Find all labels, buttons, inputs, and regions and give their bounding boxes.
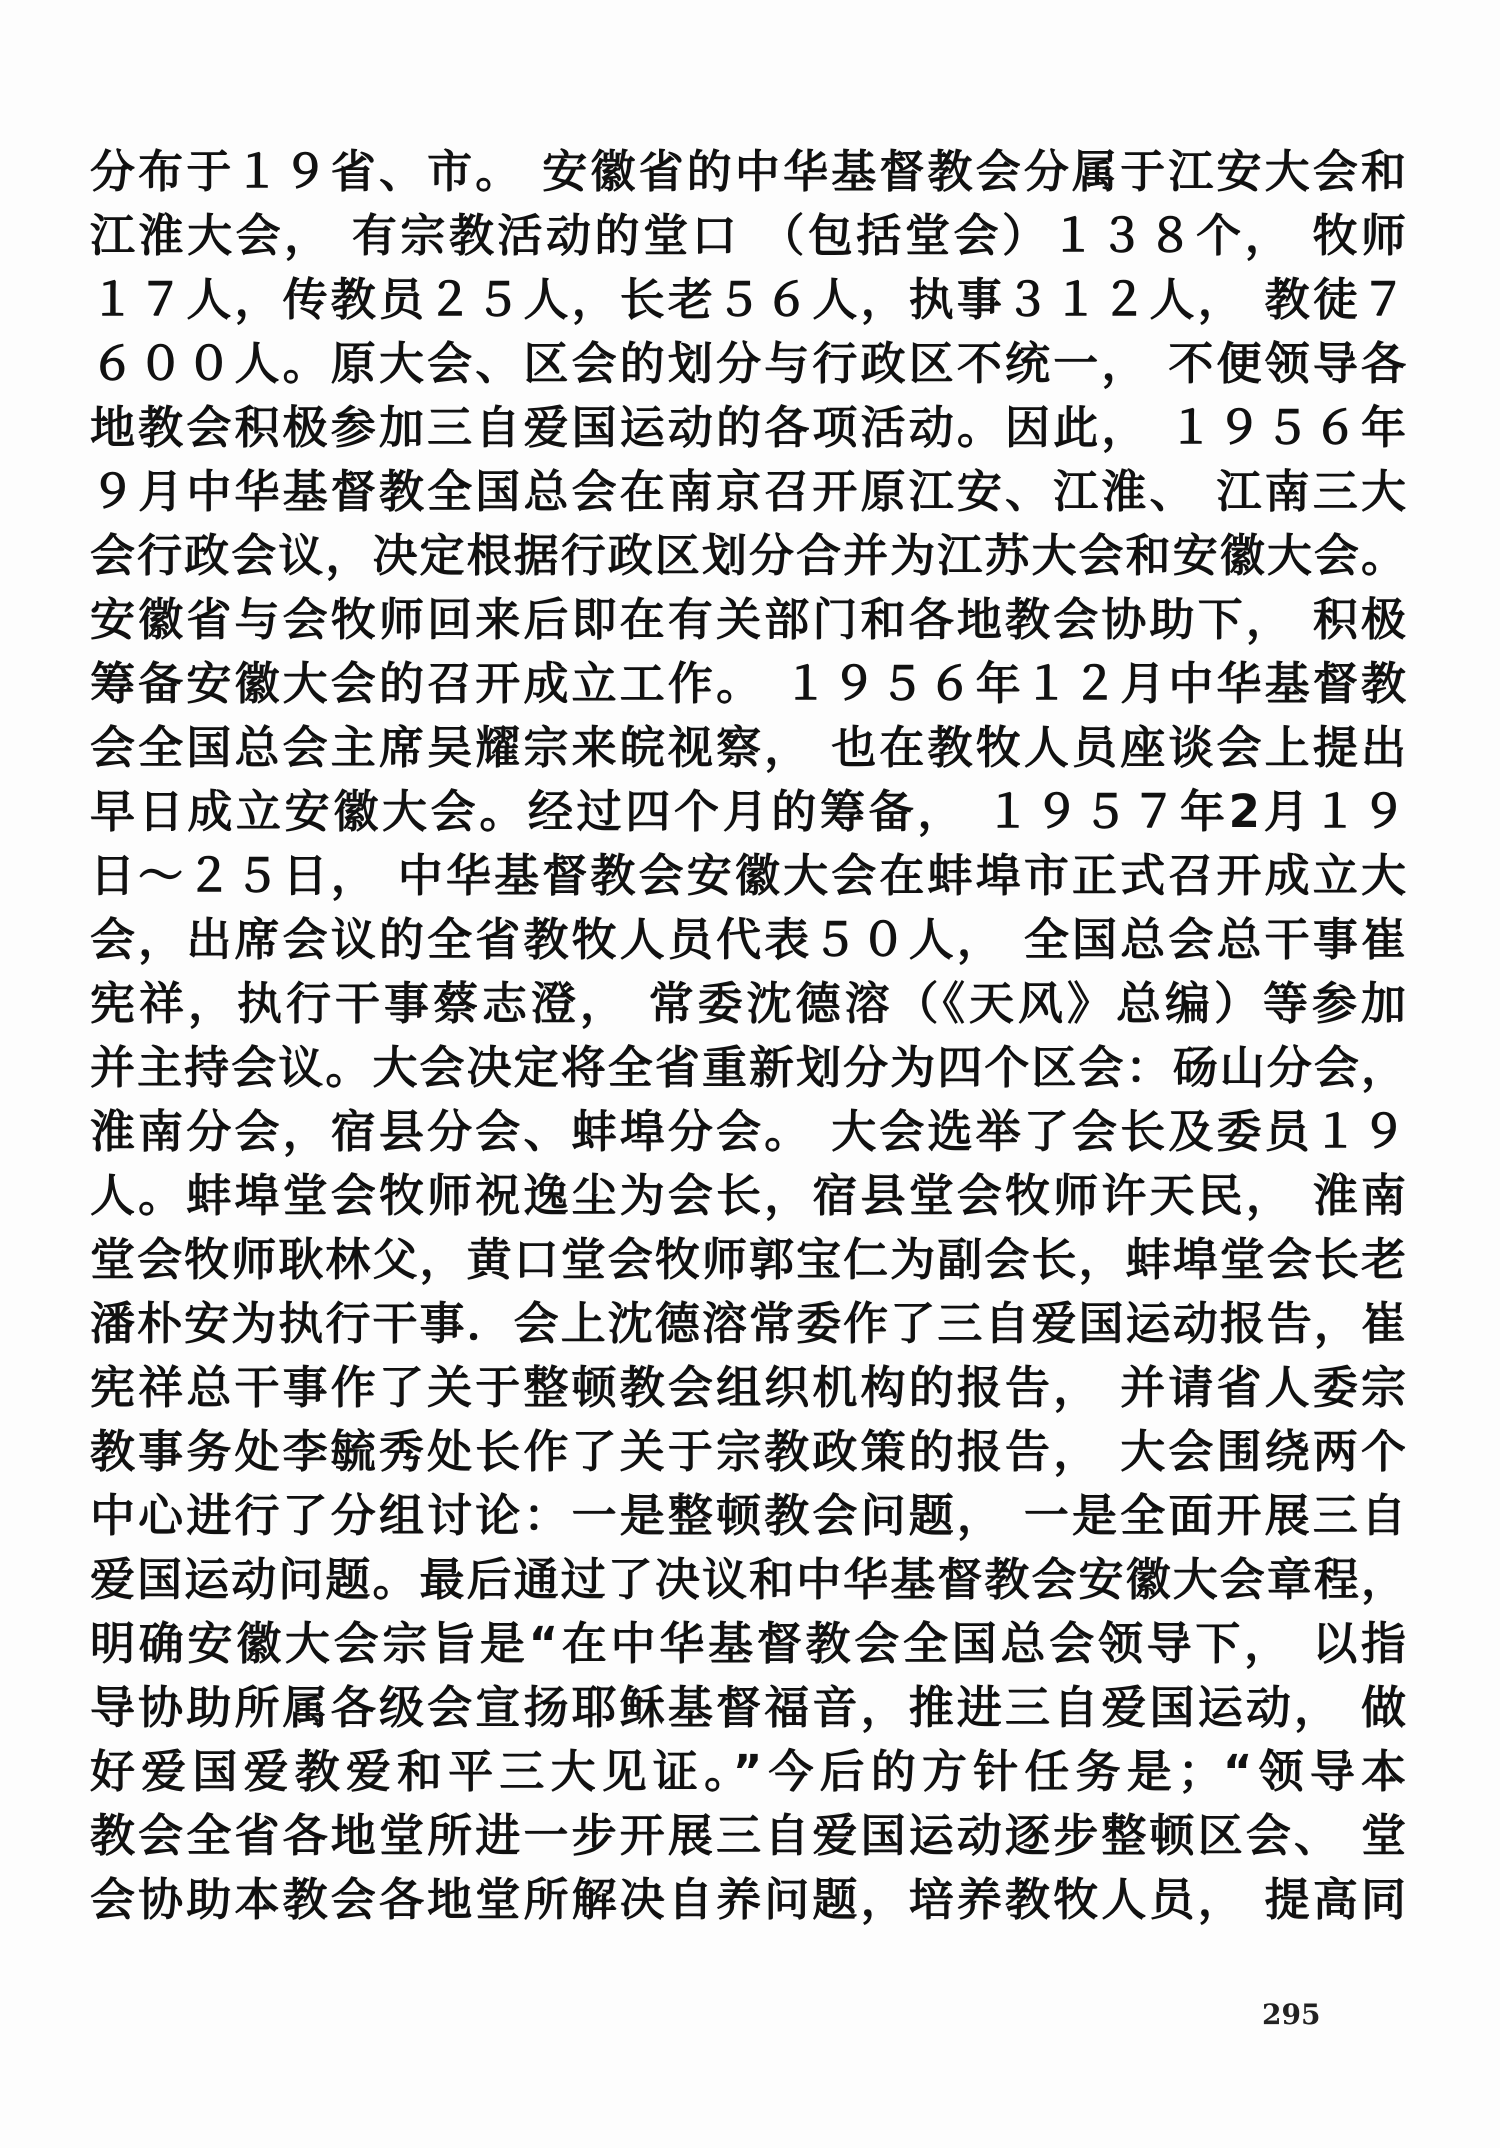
text-line: 潘朴安为执行干事．会上沈德溶常委作了三自爱国运动报告，崔 [90, 1297, 1406, 1350]
text-line: ９月中华基督教全国总会在南京召开原江安、江淮、 江南三大 [90, 465, 1406, 518]
text-line: 会全国总会主席吴耀宗来皖视察， 也在教牧人员座谈会上提出 [90, 721, 1406, 774]
text-line: 人。蚌埠堂会牧师祝逸尘为会长，宿县堂会牧师许天民， 淮南 [90, 1169, 1406, 1222]
body-text [90, 140, 1406, 1932]
text-line: 分布于１９省、市。 安徽省的中华基督教会分属于江安大会和 [90, 145, 1406, 198]
text-line: 日～２５日， 中华基督教会安徽大会在蚌埠市正式召开成立大 [90, 849, 1406, 902]
text-line: 并主持会议。大会决定将全省重新划分为四个区会：砀山分会， [90, 1041, 1406, 1094]
text-line: 中心进行了分组讨论：一是整顿教会问题， 一是全面开展三自 [90, 1489, 1406, 1542]
text-line: 导协助所属各级会宣扬耶稣基督福音，推进三自爱国运动， 做 [90, 1681, 1406, 1734]
text-line: ６００人。原大会、区会的划分与行政区不统一， 不便领导各 [90, 337, 1406, 390]
text-line: 好爱国爱教爱和平三大见证。”今后的方针任务是；“领导本 [90, 1745, 1406, 1798]
text-line: 会行政会议，决定根据行政区划分合并为江苏大会和安徽大会。 [90, 529, 1406, 582]
text-line: 江淮大会， 有宗教活动的堂口 （包括堂会）１３８个， 牧师 [90, 209, 1406, 262]
text-line: 安徽省与会牧师回来后即在有关部门和各地教会协助下， 积极 [90, 593, 1406, 646]
text-line: 淮南分会，宿县分会、蚌埠分会。 大会选举了会长及委员１９ [90, 1105, 1406, 1158]
text-line: 早日成立安徽大会。经过四个月的筹备， １９５７年2月１９ [90, 785, 1406, 838]
text-line: 教会全省各地堂所进一步开展三自爱国运动逐步整顿区会、 堂 [90, 1809, 1406, 1862]
text-line: 教事务处李毓秀处长作了关于宗教政策的报告， 大会围绕两个 [90, 1425, 1406, 1478]
text-line: 会，出席会议的全省教牧人员代表５０人， 全国总会总干事崔 [90, 913, 1406, 966]
text-line: 堂会牧师耿林父，黄口堂会牧师郭宝仁为副会长，蚌埠堂会长老 [90, 1233, 1406, 1286]
text-line: 明确安徽大会宗旨是“在中华基督教会全国总会领导下， 以指 [90, 1617, 1406, 1670]
text-line: １７人，传教员２５人，长老５６人，执事３１２人， 教徒７ [90, 273, 1406, 326]
text-line: 宪祥总干事作了关于整顿教会组织机构的报告， 并请省人委宗 [90, 1361, 1406, 1414]
text-line: 会协助本教会各地堂所解决自养问题，培养教牧人员， 提高同 [90, 1873, 1406, 1926]
text-line: 筹备安徽大会的召开成立工作。 １９５６年１２月中华基督教 [90, 657, 1406, 710]
text-line: 地教会积极参加三自爱国运动的各项活动。因此， １９５６年 [90, 401, 1406, 454]
text-line: 爱国运动问题。最后通过了决议和中华基督教会安徽大会章程， [90, 1553, 1406, 1606]
page-number: 295 [1262, 1998, 1321, 2031]
text-line: 宪祥，执行干事蔡志澄， 常委沈德溶（《天风》总编）等参加 [90, 977, 1406, 1030]
